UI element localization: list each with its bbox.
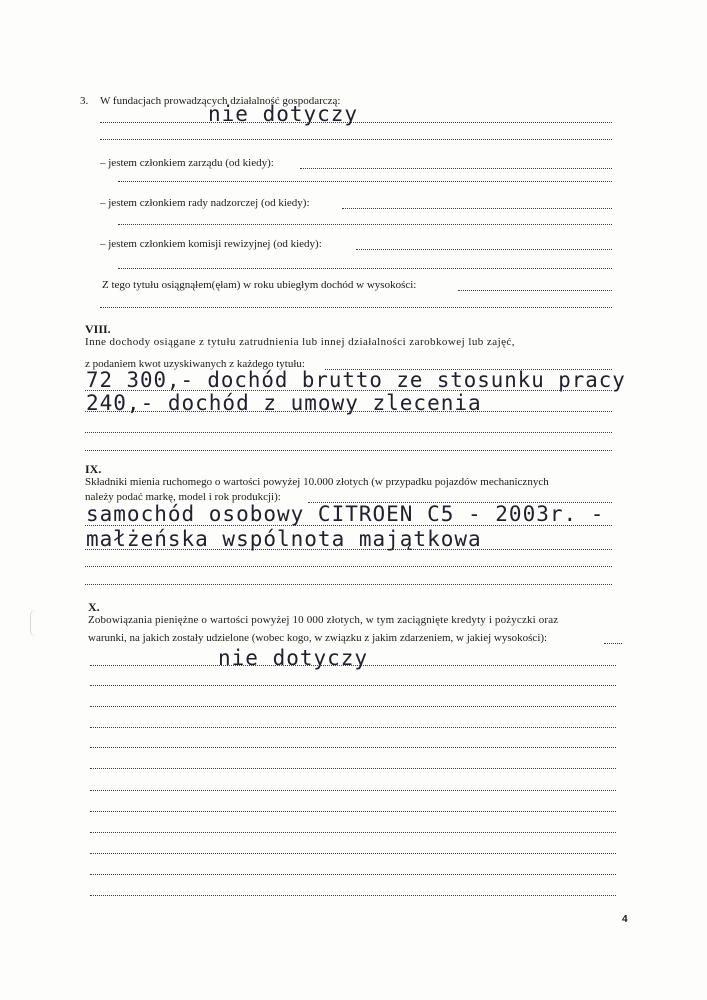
section10-description-line1: Zobowiązania pieniężne o wartości powyżej 10 000 złotych, w tym zaciągnięte kredyty i pożyczki oraz <box>88 614 559 626</box>
section8-handwritten-answer-2: 240,- dochód z umowy zlecenia <box>86 391 482 415</box>
section9-handwritten-answer-1: samochód osobowy CITROEN C5 - 2003r. - <box>86 502 605 526</box>
answer-line <box>100 307 612 308</box>
section9-heading: IX. <box>85 462 102 476</box>
answer-line <box>90 706 616 707</box>
section3-title: W fundacjach prowadzących działalność gospodarczą: <box>100 95 341 107</box>
answer-line <box>90 811 616 812</box>
answer-line <box>90 727 616 728</box>
answer-line <box>118 224 612 225</box>
answer-line <box>90 895 616 896</box>
punch-hole-shadow <box>30 610 41 636</box>
answer-line <box>90 874 616 875</box>
section3-handwritten-answer: nie dotyczy <box>208 102 359 126</box>
section9-description-line1: Składniki mienia ruchomego o wartości powyżej 10.000 złotych (w przypadku pojazdów mechanicznych <box>85 476 549 488</box>
page-number: 4 <box>622 914 628 925</box>
answer-line <box>458 290 612 291</box>
supervisory-board-label: – jestem członkiem rady nadzorczej (od kiedy): <box>100 197 310 209</box>
section10-heading: X. <box>88 600 100 614</box>
answer-line <box>90 768 616 769</box>
answer-line <box>85 411 612 412</box>
answer-line <box>90 665 616 666</box>
answer-line <box>90 790 616 791</box>
answer-line <box>100 139 612 140</box>
answer-line <box>85 432 612 433</box>
section10-description-line2: warunki, na jakich zostały udzielone (wobec kogo, w związku z jakim zdarzeniem, w jakiej wysokości): <box>88 632 548 644</box>
answer-line <box>90 747 616 748</box>
section8-handwritten-answer-1: 72 300,- dochód brutto ze stosunku pracy <box>86 368 626 392</box>
answer-line <box>85 566 612 567</box>
section9-handwritten-answer-2: małżeńska wspólnota majątkowa <box>86 527 482 551</box>
answer-line <box>90 832 616 833</box>
section10-handwritten-answer: nie dotyczy <box>218 646 369 670</box>
answer-line <box>356 249 612 250</box>
answer-line <box>90 853 616 854</box>
section3-income-label: Z tego tytułu osiągnąłem(ęłam) w roku ubiegłym dochód w wysokości: <box>102 279 417 291</box>
audit-committee-label: – jestem członkiem komisji rewizyjnej (od kiedy): <box>100 238 322 250</box>
answer-line <box>604 643 622 644</box>
section8-description-line1: Inne dochody osiągane z tytułu zatrudnienia lub innej działalności zarobkowej lub zajęć, <box>85 336 515 348</box>
answer-line <box>85 450 612 451</box>
answer-line <box>85 549 612 550</box>
section8-description-line2: z podaniem kwot uzyskiwanych z każdego tytułu: <box>85 358 305 370</box>
answer-line <box>90 685 616 686</box>
section9-description-line2: należy podać markę, model i rok produkcji): <box>85 491 281 503</box>
answer-line <box>100 122 612 123</box>
answer-line <box>342 208 612 209</box>
answer-line <box>85 584 612 585</box>
section3-number: 3. <box>80 95 89 107</box>
answer-line <box>300 168 612 169</box>
board-member-label: – jestem członkiem zarządu (od kiedy): <box>100 157 274 169</box>
answer-line <box>118 268 612 269</box>
section8-heading: VIII. <box>85 322 111 336</box>
answer-line <box>85 525 612 526</box>
answer-line <box>118 181 612 182</box>
